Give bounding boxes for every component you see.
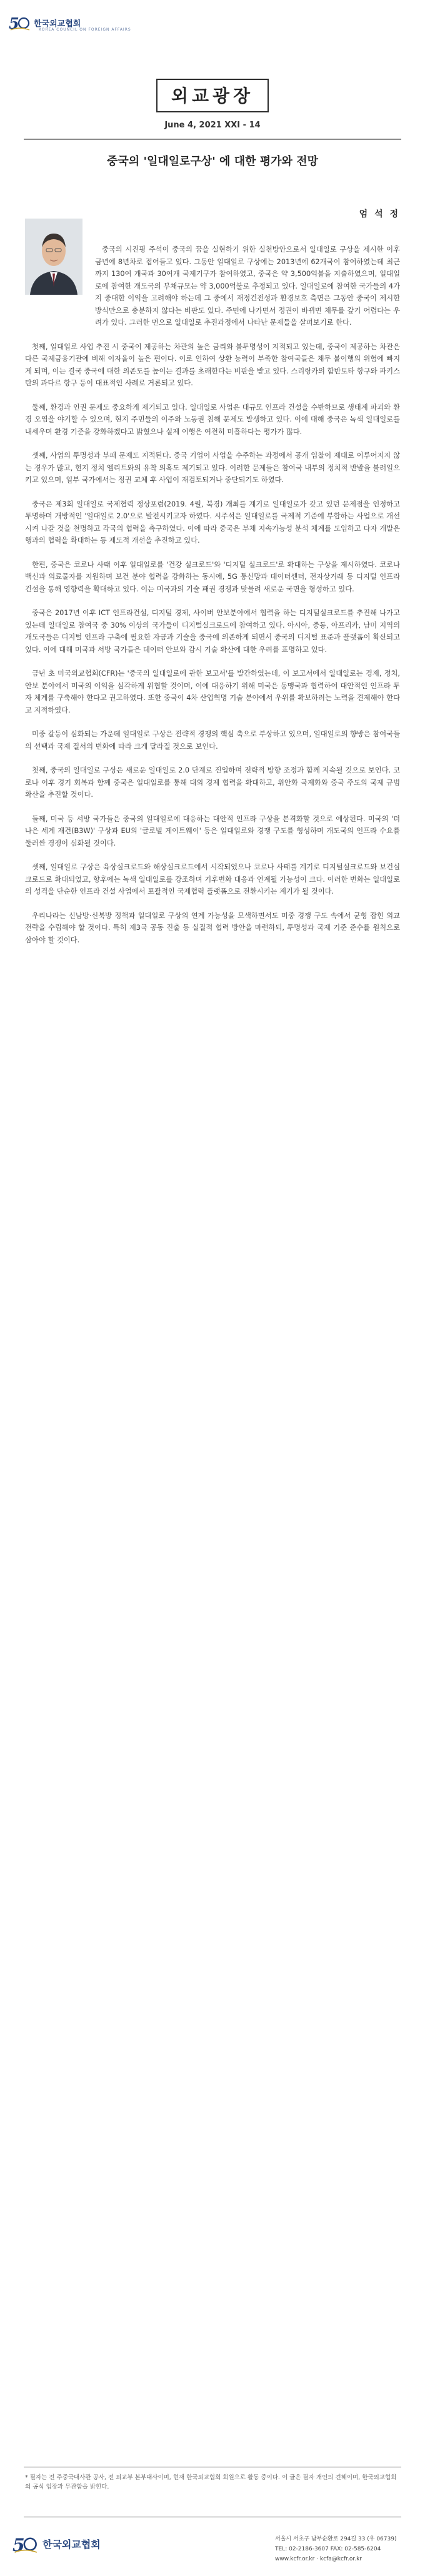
article-paragraph: 첫째, 중국의 일대일로 구상은 새로운 일대일로 2.0 단계로 진입하며 전략적 방향 조정과 함께 지속될 것으로 보인다. 코로나 이후 경기 회복과 함께 중국은 일대일로를 통해 대외 경제 협력을 확대하고, 위안화 국제화와 중국 주도의 국제 규범 확산을 추진할 것이다. bbox=[25, 766, 400, 799]
issue-line: June 4, 2021 XXI - 14 bbox=[164, 121, 261, 130]
header-org-sub: KOREA COUNCIL ON FOREIGN AFFAIRS bbox=[39, 27, 131, 32]
article-paragraph: 금년 초 미국외교협회(CFR)는 '중국의 일대일로에 관한 보고서'를 발간하였는데, 이 보고서에서 일대일로는 경제, 정치, 안보 분야에서 미국의 이익을 심각하게 위협할 것이며, 이에 대응하기 위해 미국은 동맹국과 협력하여 대안적인 인프라 투자 체계를 구축해야 한다고 권고하였다. 또한 중국이 4차 산업혁명 기술 분야에서 우위를 확보하려는 노력을 견제해야 한다고 지적하였다. bbox=[25, 669, 400, 714]
article-body bbox=[25, 244, 400, 958]
article-paragraph: 미중 갈등이 심화되는 가운데 일대일로 구상은 전략적 경쟁의 핵심 축으로 부상하고 있으며, 일대일로의 향방은 참여국들의 선택과 국제 질서의 변화에 따라 크게 달라질 것으로 보인다. bbox=[25, 730, 400, 751]
footer-org-name: 한국외교협회 bbox=[42, 2538, 101, 2550]
article-paragraph: 중국은 2017년 이후 ICT 인프라건설, 디지털 경제, 사이버 안보분야에서 협력을 하는 디지털실크로드를 추진해 나가고 있는데 일대일로 참여국 중 30% 이상의 국가들이 디지털실크로드에 참여하고 있다. 아시아, 중동, 아프리카, 남미 지역의 개도국들은 디지털 인프라 구축에 필요한 자금과 기술을 중국에 의존하게 되면서 중국의 디지털 표준과 플랫폼이 확산되고 있다. 이에 대해 미국과 서방 국가들은 데이터 안보와 감시 기술 확산에 대한 우려를 표명하고 있다. bbox=[25, 609, 400, 654]
article-paragraph: 둘째, 환경과 인권 문제도 중요하게 제기되고 있다. 일대일로 사업은 대규모 인프라 건설을 수반하므로 생태계 파괴와 환경 오염을 야기할 수 있으며, 현지 주민들의 이주와 노동권 침해 문제도 발생하고 있다. 이에 대해 중국은 녹색 일대일로를 내세우며 환경 기준을 강화하겠다고 밝혔으나 실제 이행은 여전히 미흡하다는 평가가 많다. bbox=[25, 403, 400, 436]
footer-contact bbox=[275, 2534, 396, 2564]
header-org-name: 한국외교협회 bbox=[34, 19, 81, 29]
article-paragraph: 둘째, 미국 등 서방 국가들은 중국의 일대일로에 대응하는 대안적 인프라 구상을 본격화할 것으로 예상된다. 미국의 '더 나은 세계 재건(B3W)' 구상과 EU의 '글로벌 게이트웨이' 등은 일대일로와 경쟁 구도를 형성하며 개도국의 인프라 수요를 둘러싼 경쟁이 심화될 것이다. bbox=[25, 814, 400, 847]
masthead-title: 외교광장 bbox=[156, 79, 269, 112]
svg-text:5: 5 bbox=[12, 2534, 25, 2554]
anniversary-50-icon bbox=[12, 2533, 38, 2554]
author-name: 엄 석 정 bbox=[359, 209, 400, 219]
footer-address: 서울시 서초구 남부순환로 294길 33 (우 06739) bbox=[275, 2536, 397, 2542]
article-paragraph: 첫째, 일대일로 사업 추진 시 중국이 제공하는 차관의 높은 금리와 불투명성이 지적되고 있는데, 중국이 제공하는 차관은 다른 국제금융기관에 비해 이자율이 높은 편이다. 이로 인하여 상환 능력이 부족한 참여국들은 채무 불이행의 위험에 빠지게 되며, 이는 결국 중국에 대한 의존도를 높이는 결과를 초래한다는 비판을 받고 있다. 스리랑카의 함반토타 항구와 파키스탄의 과다르 항구 등이 대표적인 사례로 거론되고 있다. bbox=[25, 342, 400, 387]
article-paragraph: 중국은 제3회 일대일로 국제협력 정상포럼(2019. 4월, 북경) 개최를 계기로 일대일로가 갖고 있던 문제점을 인정하고 투명하며 개방적인 '일대일로 2.0'으로 발전시키고자 하였다. 시주석은 일대일로를 국제적 기준에 부합하는 사업으로 개선시켜 나갈 것을 천명하고 각국의 협력을 촉구하였다. 이에 따라 중국은 부채 지속가능성 분석 체계를 도입하고 다자 개발은행과의 협력을 확대하는 등 제도적 개선을 추진하고 있다. bbox=[25, 500, 400, 545]
footer-web: www.kcfr.or.kr · kcfa@kcfr.or.kr bbox=[275, 2556, 362, 2562]
svg-text:5: 5 bbox=[9, 14, 19, 31]
footer-phone: TEL: 02-2186-3607 FAX: 02-585-6204 bbox=[275, 2546, 381, 2552]
masthead bbox=[0, 79, 425, 112]
footer bbox=[0, 2523, 425, 2576]
anniversary-50-icon bbox=[9, 14, 30, 31]
article-paragraph: 셋째, 사업의 투명성과 부패 문제도 지적된다. 중국 기업이 사업을 수주하는 과정에서 공개 입찰이 제대로 이루어지지 않는 경우가 많고, 현지 정치 엘리트와의 유착 의혹도 제기되고 있다. 이러한 문제들은 참여국 내부의 정치적 반발을 불러일으키고 있으며, 일부 국가에서는 정권 교체 후 사업이 재검토되거나 중단되기도 하였다. bbox=[25, 452, 400, 484]
article-paragraph: 셋째, 일대일로 구상은 육상실크로드와 해상실크로드에서 시작되었으나 코로나 사태를 계기로 디지털실크로드와 보건실크로드로 확대되었고, 향후에는 녹색 일대일로를 강조하며 기후변화 대응과 연계될 가능성이 크다. 이러한 변화는 일대일로의 성격을 단순한 인프라 건설 사업에서 포괄적인 국제협력 플랫폼으로 전환시키는 계기가 될 것이다. bbox=[25, 863, 400, 896]
footer-logo bbox=[12, 2533, 101, 2554]
article-paragraph: 우리나라는 신남방·신북방 정책과 일대일로 구상의 연계 가능성을 모색하면서도 미중 경쟁 구도 속에서 균형 잡힌 외교 전략을 수립해야 할 것이다. 특히 제3국 공동 진출 등 실질적 협력 방안을 마련하되, 투명성과 국제 기준 준수를 원칙으로 삼아야 할 것이다. bbox=[25, 911, 400, 944]
article-title: 중국의 '일대일로구상' 에 대한 평가와 전망 bbox=[107, 155, 318, 168]
article-paragraph: 한편, 중국은 코로나 사태 이후 일대일로를 '건강 실크로드'와 '디지털 실크로드'로 확대하는 구상을 제시하였다. 코로나 백신과 의료물자를 지원하며 보건 분야 협력을 강화하는 동시에, 5G 통신망과 데이터센터, 전자상거래 등 디지털 인프라 건설을 통해 영향력을 확대하고 있다. 이는 미국과의 기술 패권 경쟁과 맞물려 새로운 국면을 형성하고 있다. bbox=[25, 560, 400, 593]
header-divider bbox=[24, 139, 401, 140]
article-paragraph: 중국의 시진핑 주석이 중국의 꿈을 실현하기 위한 실천방안으로서 일대일로 구상을 제시한 이후 금년에 8년차로 접어들고 있다. 그동안 일대일로 구상에는 2013년에 62개국이 참여하였는데 최근까지 130여 개국과 30여개 국제기구가 참여하였고, 중국은 약 3,500억불을 지출하였으며, 일대일로에 참여한 개도국의 부채규모는 약 3,000억불로 추정되고 있다. 일대일로에 참여한 국가들의 4가지 중대한 이익을 고려해야 하는데 그 중에서 재정건전성과 환경보호 측면은 그동안 중국이 제시한 방식만으로 충분하지 않다는 비판도 있다. 주민에 나가면서 정권이 바뀌면 채무를 갚기 어렵다는 우려가 있다. 그러한 면으로 일대일로 추진과정에서 나타난 문제들을 살펴보기로 한다. bbox=[95, 245, 400, 327]
footnote: * 필자는 전 주중국대사관 공사, 전 외교부 본부대사이며, 현재 한국외교협회 회원으로 활동 중이다. 이 글은 필자 개인의 견해이며, 한국외교협회의 공식 입장과 무관함을 밝힌다. bbox=[25, 2474, 397, 2490]
